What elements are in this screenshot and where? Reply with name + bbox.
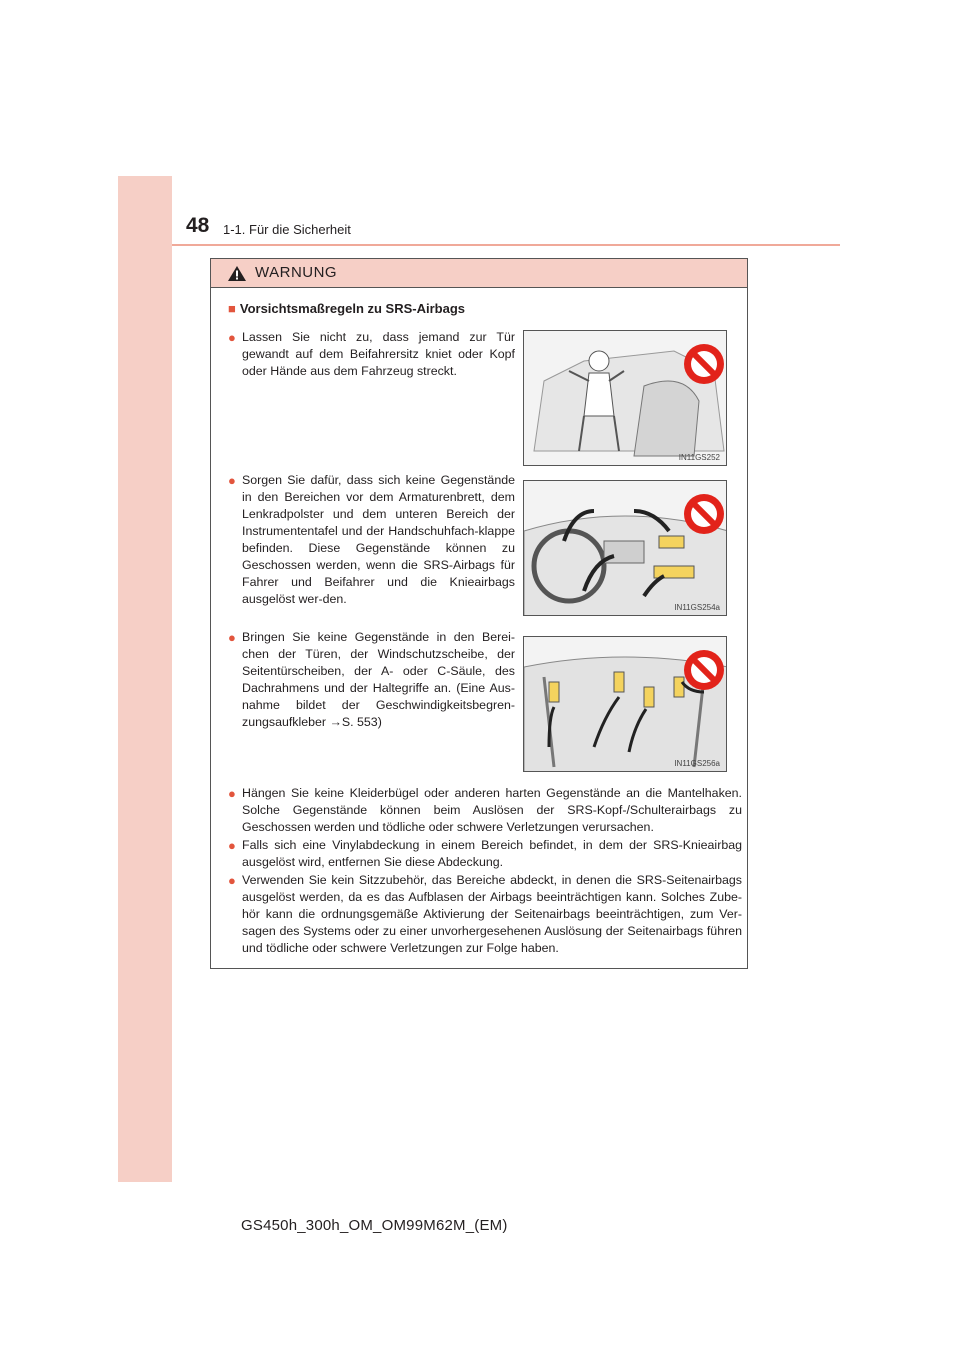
bullet-dot-icon: ● [228, 473, 236, 488]
warning-triangle-icon [227, 265, 247, 282]
warning-subheading: ■ Vorsichtsmaßregeln zu SRS-Airbags [228, 301, 466, 316]
bullet-item: ● Bringen Sie keine Gegenstände in den Berei-chen der Türen, der Windschutzscheibe, der Seitentürscheiben, der A- oder C-Säule, des Dachrahmens und der Haltegriffe an. (Eine Aus-nahme bildet der Geschwindigkeitsbegren-zungsaufkleber →S. 553) [228, 630, 515, 729]
bullet-item: ● Falls sich eine Vinylabdeckung in einem Bereich befindet, in dem der SRS-Knieairbag ausgelöst wird, entfernen Sie diese Abdeckung. [228, 838, 742, 869]
warning-title: WARNUNG [255, 264, 338, 281]
figure-code: IN11GS256a [674, 759, 720, 768]
bullet-item: ● Lassen Sie nicht zu, dass jemand zur Tür gewandt auf dem Beifahrersitz kniet oder Kopf oder Hände aus dem Fahrzeug streckt. [228, 330, 515, 378]
illustration-passenger-kneeling [524, 331, 727, 466]
bullet-dot-icon: ● [228, 330, 236, 345]
warning-header [211, 259, 747, 288]
warning-box [210, 258, 748, 969]
figure-knee-passenger [523, 330, 727, 466]
section-title: 1-1. Für die Sicherheit [223, 222, 351, 237]
header-rule [172, 244, 840, 246]
bullet-item: ● Sorgen Sie dafür, dass sich keine Gegenstände in den Bereichen vor dem Armaturenbrett, dem Lenkradpolster und dem unteren Bereich der Instrumententafel und der Handschuhfach-klappe befinden. Diese Gegenstände können zu Geschossen werden, wenn die SRS-Airbags für Fahrer und Beifahrer und die Knieairbags ausgelöst wer-den. [228, 473, 515, 606]
figure-dashboard-objects [523, 480, 727, 616]
square-bullet-icon: ■ [228, 301, 236, 316]
bullet-dot-icon: ● [228, 838, 236, 853]
figure-pillar-objects [523, 636, 727, 772]
bullet-dot-icon: ● [228, 786, 236, 801]
figure-code: IN11GS252 [678, 453, 720, 462]
illustration-interior-pillars [524, 637, 727, 772]
bullet-dot-icon: ● [228, 873, 236, 888]
bullet-dot-icon: ● [228, 630, 236, 645]
illustration-dashboard [524, 481, 727, 616]
bullet-item: ● Hängen Sie keine Kleiderbügel oder anderen harten Gegenstände an die Mantelhaken. Solche Gegenstände können beim Auslösen der SRS-Kopf-/Schulterairbags zu Geschossen werden und tödliche oder schwere Verletzungen verursachen. [228, 786, 742, 834]
bullet-item: ● Verwenden Sie kein Sitzzubehör, das Bereiche abdeckt, in denen die SRS-Seitenairbags ausgelöst werden, da es das Aufblasen der Airbags beeinträchtigen kann. Solches Zube-hör kann die ordnungsgemäße Aktivierung der Seitenairbags beeinträchtigen, zum Ver-sagen des Systems oder zu einer unvorhergesehenen Auslösung der Seitenairbags führen und tödliche oder schwere Verletzungen zur Folge haben. [228, 873, 742, 955]
side-color-band [118, 176, 172, 1182]
document-id: GS450h_300h_OM_OM99M62M_(EM) [241, 1217, 508, 1234]
figure-code: IN11GS254a [674, 603, 720, 612]
page-number: 48 [186, 214, 210, 237]
